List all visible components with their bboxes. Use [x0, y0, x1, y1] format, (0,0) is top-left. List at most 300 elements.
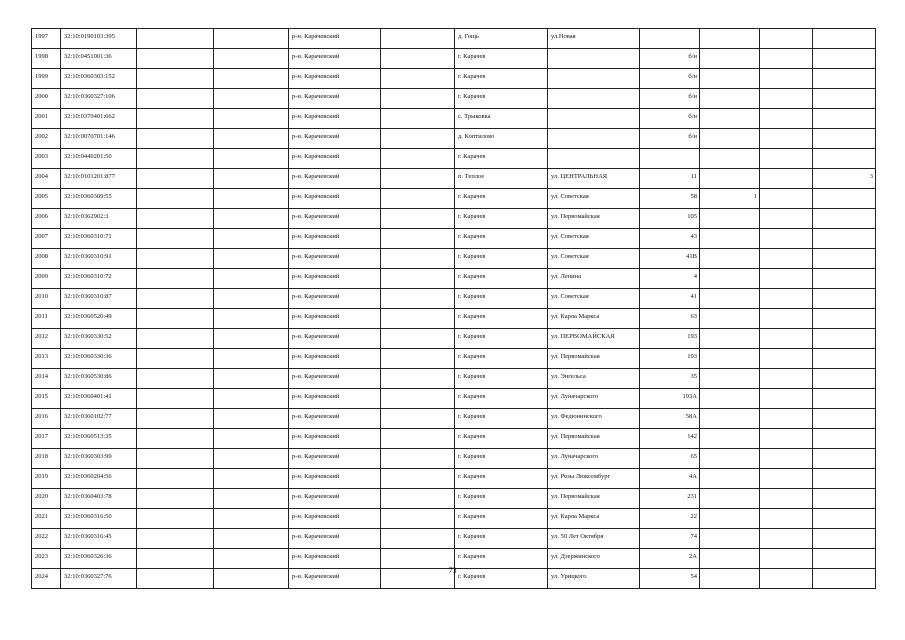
blank-cell	[381, 289, 455, 309]
blank-cell	[760, 289, 813, 309]
settlement-cell: г. Карачев	[455, 389, 548, 409]
blank-cell	[214, 389, 289, 409]
table-row	[32, 389, 876, 409]
blank-cell	[381, 389, 455, 409]
settlement-cell: г. Карачев	[455, 269, 548, 289]
extra-number-cell	[700, 49, 760, 69]
row-number-cell: 2005	[32, 189, 61, 209]
blank-cell	[214, 409, 289, 429]
street-cell: ул. Розы Люксембург	[548, 469, 640, 489]
blank-cell	[381, 449, 455, 469]
blank-cell	[760, 469, 813, 489]
blank-cell	[381, 89, 455, 109]
blank-cell	[137, 89, 214, 109]
blank-cell	[137, 49, 214, 69]
district-cell: р-н. Карачевский	[289, 349, 381, 369]
blank-cell	[214, 469, 289, 489]
extra-number-cell	[813, 509, 876, 529]
blank-cell	[760, 109, 813, 129]
blank-cell	[381, 169, 455, 189]
blank-cell	[137, 489, 214, 509]
house-number-cell: 4	[640, 269, 700, 289]
house-number-cell	[640, 29, 700, 49]
row-number-cell: 2023	[32, 549, 61, 569]
house-number-cell: 4А	[640, 469, 700, 489]
table-row	[32, 429, 876, 449]
blank-cell	[381, 369, 455, 389]
cadastral-number-cell: 32:10:0360403:78	[61, 489, 137, 509]
settlement-cell: г. Карачев	[455, 209, 548, 229]
blank-cell	[381, 189, 455, 209]
district-cell: р-н. Карачевский	[289, 49, 381, 69]
table-row	[32, 469, 876, 489]
street-cell: ул. Первомайская	[548, 349, 640, 369]
blank-cell	[760, 49, 813, 69]
extra-number-cell	[813, 349, 876, 369]
district-cell: р-н. Карачевский	[289, 569, 381, 589]
street-cell: ул. Федюнинского	[548, 409, 640, 429]
street-cell: ул. Карла Маркса	[548, 309, 640, 329]
extra-number-cell	[700, 169, 760, 189]
blank-cell	[137, 189, 214, 209]
extra-number-cell	[700, 409, 760, 429]
cadastral-number-cell: 32:10:0360303:152	[61, 69, 137, 89]
blank-cell	[214, 109, 289, 129]
cadastral-number-cell: 32:10:0360316:50	[61, 509, 137, 529]
blank-cell	[381, 309, 455, 329]
blank-cell	[214, 269, 289, 289]
extra-number-cell	[700, 309, 760, 329]
extra-number-cell	[813, 149, 876, 169]
house-number-cell: б/н	[640, 109, 700, 129]
extra-number-cell	[700, 329, 760, 349]
table-row	[32, 189, 876, 209]
blank-cell	[760, 449, 813, 469]
street-cell: ул. 50 Лет Октября	[548, 529, 640, 549]
district-cell: р-н. Карачевский	[289, 469, 381, 489]
blank-cell	[381, 429, 455, 449]
house-number-cell: 193	[640, 329, 700, 349]
cadastral-number-cell: 32:10:0070701:146	[61, 129, 137, 149]
blank-cell	[214, 349, 289, 369]
cadastral-number-cell: 32:10:0360513:35	[61, 429, 137, 449]
blank-cell	[381, 409, 455, 429]
extra-number-cell	[700, 429, 760, 449]
cadastral-number-cell: 32:10:0360530:86	[61, 369, 137, 389]
row-number-cell: 1998	[32, 49, 61, 69]
blank-cell	[381, 49, 455, 69]
row-number-cell: 2017	[32, 429, 61, 449]
district-cell: р-н. Карачевский	[289, 249, 381, 269]
house-number-cell: б/н	[640, 129, 700, 149]
extra-number-cell	[700, 369, 760, 389]
row-number-cell: 2007	[32, 229, 61, 249]
house-number-cell: 58А	[640, 409, 700, 429]
blank-cell	[214, 489, 289, 509]
extra-number-cell	[813, 529, 876, 549]
extra-number-cell	[700, 129, 760, 149]
blank-cell	[381, 209, 455, 229]
table-row	[32, 249, 876, 269]
district-cell: р-н. Карачевский	[289, 509, 381, 529]
blank-cell	[760, 349, 813, 369]
blank-cell	[214, 189, 289, 209]
blank-cell	[760, 409, 813, 429]
extra-number-cell	[813, 109, 876, 129]
extra-number-cell	[813, 89, 876, 109]
settlement-cell: г. Карачев	[455, 189, 548, 209]
row-number-cell: 2013	[32, 349, 61, 369]
blank-cell	[760, 89, 813, 109]
extra-number-cell	[813, 469, 876, 489]
settlement-cell: г. Карачев	[455, 309, 548, 329]
blank-cell	[214, 429, 289, 449]
extra-number-cell	[700, 209, 760, 229]
extra-number-cell	[813, 489, 876, 509]
blank-cell	[214, 529, 289, 549]
street-cell: ул. Энгельса	[548, 369, 640, 389]
extra-number-cell	[700, 249, 760, 269]
street-cell: ул. Первомайская	[548, 209, 640, 229]
cadastral-number-cell: 32:10:0101201:877	[61, 169, 137, 189]
blank-cell	[214, 329, 289, 349]
extra-number-cell	[700, 229, 760, 249]
page-number: 73	[448, 566, 457, 575]
extra-number-cell	[700, 69, 760, 89]
blank-cell	[214, 129, 289, 149]
house-number-cell: б/н	[640, 89, 700, 109]
blank-cell	[760, 489, 813, 509]
settlement-cell: г. Карачев	[455, 449, 548, 469]
blank-cell	[137, 229, 214, 249]
table-row	[32, 349, 876, 369]
district-cell: р-н. Карачевский	[289, 29, 381, 49]
settlement-cell: г. Карачев	[455, 489, 548, 509]
cadastral-number-cell: 32:10:0360401:41	[61, 389, 137, 409]
cadastral-number-cell: 32:10:0190103:395	[61, 29, 137, 49]
blank-cell	[214, 89, 289, 109]
extra-number-cell	[813, 289, 876, 309]
blank-cell	[760, 149, 813, 169]
settlement-cell: г. Карачев	[455, 409, 548, 429]
street-cell: ул. Первомайская	[548, 489, 640, 509]
blank-cell	[760, 309, 813, 329]
blank-cell	[760, 329, 813, 349]
row-number-cell: 2000	[32, 89, 61, 109]
blank-cell	[381, 229, 455, 249]
street-cell: ул. ПЕРВОМАЙСКАЯ	[548, 329, 640, 349]
table-row	[32, 149, 876, 169]
extra-number-cell	[700, 89, 760, 109]
table-row	[32, 89, 876, 109]
settlement-cell: г. Карачев	[455, 469, 548, 489]
district-cell: р-н. Карачевский	[289, 149, 381, 169]
blank-cell	[760, 29, 813, 49]
house-number-cell: 231	[640, 489, 700, 509]
blank-cell	[760, 529, 813, 549]
house-number-cell: 142	[640, 429, 700, 449]
table-row	[32, 269, 876, 289]
extra-number-cell	[813, 209, 876, 229]
blank-cell	[137, 29, 214, 49]
settlement-cell: г. Карачев	[455, 349, 548, 369]
cadastral-number-cell: 32:10:0451001:36	[61, 49, 137, 69]
blank-cell	[137, 249, 214, 269]
blank-cell	[137, 309, 214, 329]
house-number-cell: 74	[640, 529, 700, 549]
blank-cell	[381, 529, 455, 549]
settlement-cell: г. Карачев	[455, 149, 548, 169]
blank-cell	[137, 389, 214, 409]
extra-number-cell	[813, 269, 876, 289]
house-number-cell: 41	[640, 289, 700, 309]
blank-cell	[381, 509, 455, 529]
cadastral-number-cell: 32:10:0360310:71	[61, 229, 137, 249]
cadastral-number-cell: 32:10:0440201:50	[61, 149, 137, 169]
row-number-cell: 2010	[32, 289, 61, 309]
blank-cell	[137, 429, 214, 449]
settlement-cell: г. Карачев	[455, 509, 548, 529]
row-number-cell: 2022	[32, 529, 61, 549]
street-cell	[548, 89, 640, 109]
district-cell: р-н. Карачевский	[289, 489, 381, 509]
extra-number-cell	[700, 489, 760, 509]
district-cell: р-н. Карачевский	[289, 309, 381, 329]
blank-cell	[381, 489, 455, 509]
house-number-cell: 63	[640, 309, 700, 329]
extra-number-cell	[700, 469, 760, 489]
blank-cell	[137, 149, 214, 169]
row-number-cell: 2016	[32, 409, 61, 429]
table-row	[32, 449, 876, 469]
street-cell	[548, 49, 640, 69]
table-row	[32, 109, 876, 129]
table-row	[32, 529, 876, 549]
row-number-cell: 2011	[32, 309, 61, 329]
extra-number-cell	[700, 389, 760, 409]
extra-number-cell	[813, 409, 876, 429]
extra-number-cell: 1	[700, 189, 760, 209]
street-cell: ул. Советская	[548, 249, 640, 269]
street-cell: ул. Дзержинского	[548, 549, 640, 569]
settlement-cell: г. Карачев	[455, 569, 548, 589]
blank-cell	[760, 129, 813, 149]
table-row	[32, 489, 876, 509]
district-cell: р-н. Карачевский	[289, 549, 381, 569]
blank-cell	[760, 229, 813, 249]
blank-cell	[137, 449, 214, 469]
extra-number-cell	[700, 109, 760, 129]
blank-cell	[214, 369, 289, 389]
cadastral-number-cell: 32:10:0360309:55	[61, 189, 137, 209]
district-cell: р-н. Карачевский	[289, 229, 381, 249]
blank-cell	[214, 69, 289, 89]
table-row	[32, 169, 876, 189]
blank-cell	[760, 509, 813, 529]
cadastral-number-cell: 32:10:0362902:3	[61, 209, 137, 229]
cadastral-number-cell: 32:10:0360310:72	[61, 269, 137, 289]
extra-number-cell	[813, 249, 876, 269]
settlement-cell: д. Коптилово	[455, 129, 548, 149]
extra-number-cell	[700, 449, 760, 469]
house-number-cell: 54	[640, 569, 700, 589]
settlement-cell: г. Карачев	[455, 549, 548, 569]
street-cell: ул. Советская	[548, 289, 640, 309]
extra-number-cell	[813, 49, 876, 69]
extra-number-cell	[813, 369, 876, 389]
street-cell	[548, 69, 640, 89]
cadastral-number-cell: 32:10:0360330:36	[61, 349, 137, 369]
house-number-cell: б/н	[640, 49, 700, 69]
blank-cell	[137, 329, 214, 349]
district-cell: р-н. Карачевский	[289, 69, 381, 89]
blank-cell	[214, 249, 289, 269]
row-number-cell: 1997	[32, 29, 61, 49]
district-cell: р-н. Карачевский	[289, 429, 381, 449]
blank-cell	[137, 529, 214, 549]
street-cell	[548, 109, 640, 129]
settlement-cell: с. Трыковка	[455, 109, 548, 129]
blank-cell	[137, 169, 214, 189]
extra-number-cell	[813, 389, 876, 409]
blank-cell	[760, 189, 813, 209]
house-number-cell	[640, 149, 700, 169]
street-cell: ул. Урицкого	[548, 569, 640, 589]
street-cell: ул. Первомайская	[548, 429, 640, 449]
blank-cell	[381, 129, 455, 149]
cadastral-number-cell: 32:10:0360316:45	[61, 529, 137, 549]
district-cell: р-н. Карачевский	[289, 129, 381, 149]
blank-cell	[214, 289, 289, 309]
registry-table-body	[32, 29, 876, 589]
table-row	[32, 369, 876, 389]
blank-cell	[214, 229, 289, 249]
blank-cell	[760, 429, 813, 449]
settlement-cell: г. Карачев	[455, 249, 548, 269]
district-cell: р-н. Карачевский	[289, 289, 381, 309]
settlement-cell: г. Карачев	[455, 329, 548, 349]
row-number-cell: 2024	[32, 569, 61, 589]
row-number-cell: 2009	[32, 269, 61, 289]
cadastral-number-cell: 32:10:0360310:91	[61, 249, 137, 269]
district-cell: р-н. Карачевский	[289, 209, 381, 229]
house-number-cell: 58	[640, 189, 700, 209]
house-number-cell: 2А	[640, 549, 700, 569]
cadastral-number-cell: 32:10:0360326:36	[61, 549, 137, 569]
extra-number-cell	[813, 29, 876, 49]
street-cell: ул.Новая	[548, 29, 640, 49]
settlement-cell: г. Карачев	[455, 529, 548, 549]
extra-number-cell	[813, 429, 876, 449]
row-number-cell: 2006	[32, 209, 61, 229]
settlement-cell: г. Карачев	[455, 429, 548, 449]
house-number-cell: 105	[640, 209, 700, 229]
cadastral-number-cell: 32:10:0360327:106	[61, 89, 137, 109]
blank-cell	[381, 329, 455, 349]
row-number-cell: 2012	[32, 329, 61, 349]
blank-cell	[760, 69, 813, 89]
table-row	[32, 129, 876, 149]
blank-cell	[381, 249, 455, 269]
cadastral-number-cell: 32:10:0360102:77	[61, 409, 137, 429]
row-number-cell: 2003	[32, 149, 61, 169]
extra-number-cell	[813, 129, 876, 149]
blank-cell	[760, 269, 813, 289]
district-cell: р-н. Карачевский	[289, 369, 381, 389]
row-number-cell: 2015	[32, 389, 61, 409]
extra-number-cell	[700, 529, 760, 549]
row-number-cell: 2008	[32, 249, 61, 269]
house-number-cell: б/н	[640, 69, 700, 89]
blank-cell	[137, 509, 214, 529]
blank-cell	[760, 169, 813, 189]
house-number-cell: 35	[640, 369, 700, 389]
extra-number-cell	[700, 269, 760, 289]
street-cell: ул. Ленина	[548, 269, 640, 289]
blank-cell	[381, 29, 455, 49]
extra-number-cell	[813, 229, 876, 249]
row-number-cell: 2020	[32, 489, 61, 509]
settlement-cell: г. Карачев	[455, 229, 548, 249]
blank-cell	[214, 309, 289, 329]
blank-cell	[137, 69, 214, 89]
house-number-cell: 41В	[640, 249, 700, 269]
settlement-cell: д. Гощь	[455, 29, 548, 49]
extra-number-cell	[813, 69, 876, 89]
extra-number-cell	[700, 509, 760, 529]
blank-cell	[760, 389, 813, 409]
extra-number-cell	[700, 289, 760, 309]
table-row	[32, 289, 876, 309]
table-row	[32, 229, 876, 249]
blank-cell	[381, 269, 455, 289]
cadastral-number-cell: 32:10:0360303:99	[61, 449, 137, 469]
house-number-cell: 22	[640, 509, 700, 529]
row-number-cell: 2001	[32, 109, 61, 129]
house-number-cell: 43	[640, 229, 700, 249]
blank-cell	[381, 69, 455, 89]
house-number-cell: 193А	[640, 389, 700, 409]
blank-cell	[214, 449, 289, 469]
street-cell: ул. Луначарского	[548, 449, 640, 469]
blank-cell	[137, 269, 214, 289]
blank-cell	[137, 349, 214, 369]
row-number-cell: 2018	[32, 449, 61, 469]
extra-number-cell: 3	[813, 169, 876, 189]
table-row	[32, 49, 876, 69]
blank-cell	[214, 149, 289, 169]
blank-cell	[214, 169, 289, 189]
blank-cell	[381, 469, 455, 489]
cadastral-number-cell: 32:10:0360327:76	[61, 569, 137, 589]
blank-cell	[137, 129, 214, 149]
table-row	[32, 509, 876, 529]
blank-cell	[137, 369, 214, 389]
street-cell: ул. Луначарского	[548, 389, 640, 409]
blank-cell	[137, 469, 214, 489]
street-cell: ул. Карла Маркса	[548, 509, 640, 529]
row-number-cell: 2002	[32, 129, 61, 149]
registry-table	[31, 28, 876, 589]
settlement-cell: г. Карачев	[455, 369, 548, 389]
district-cell: р-н. Карачевский	[289, 409, 381, 429]
blank-cell	[214, 29, 289, 49]
house-number-cell: 193	[640, 349, 700, 369]
blank-cell	[381, 109, 455, 129]
settlement-cell: п. Теплое	[455, 169, 548, 189]
blank-cell	[214, 209, 289, 229]
cadastral-number-cell: 32:10:0360520:49	[61, 309, 137, 329]
